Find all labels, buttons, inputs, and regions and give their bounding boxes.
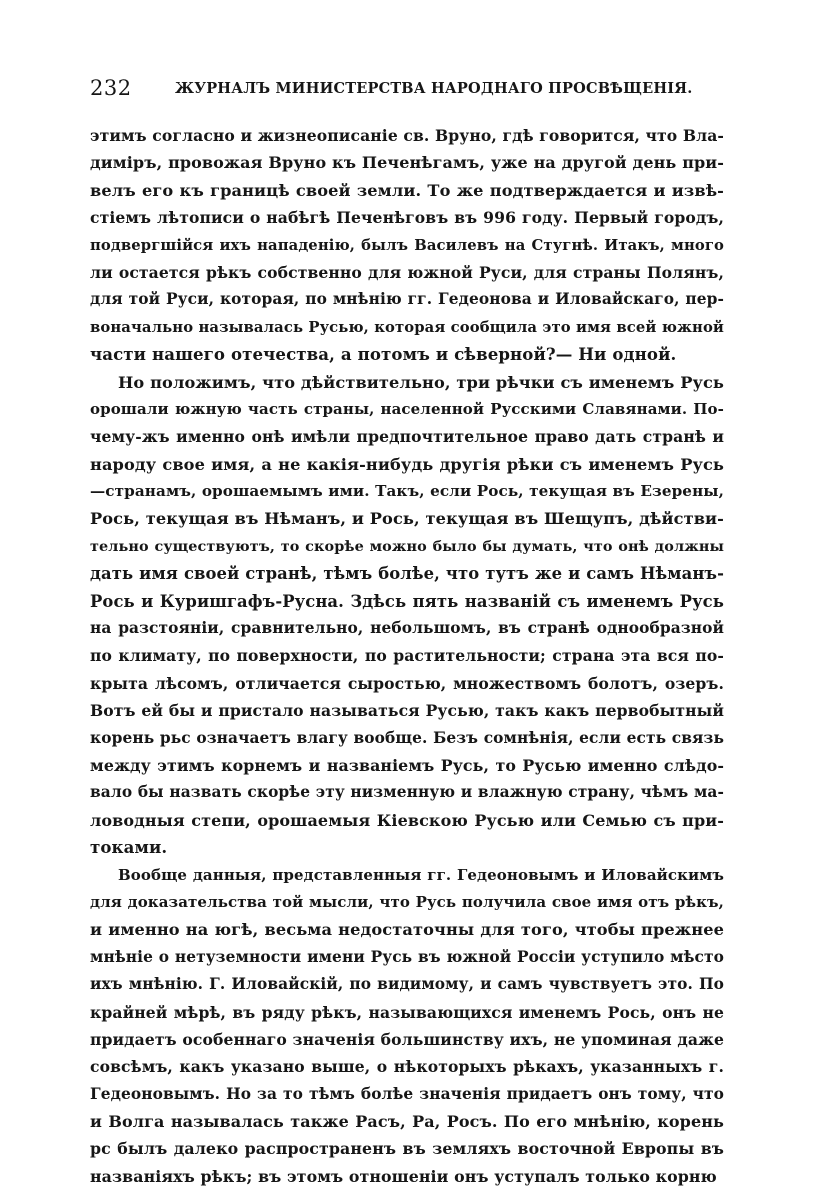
text-line: тельно существуютъ, то скорѣе можно было бы думать, что онѣ должны [90, 537, 724, 555]
text-line: подвергшійся ихъ нападенію, былъ Василевъ на Стугнѣ. Итакъ, много [90, 236, 724, 254]
text-line: Гедеоновымъ. Но за то тѣмъ болѣе значенія придаетъ онъ тому, что [90, 1084, 724, 1103]
text-line: орошали южную часть страны, населенной Русскими Славянами. По- [90, 399, 724, 418]
text-line: рс былъ далеко распространенъ въ земляхъ восточной Европы въ [90, 1139, 724, 1159]
text-line: мнѣніе о нетуземности имени Русь въ южной Россіи уступило мѣсто [90, 947, 724, 966]
text-line: народу свое имя, а не какія-нибудь другія рѣки съ именемъ Русь [90, 454, 724, 474]
text-line: Но положимъ, что дѣйствительно, три рѣчки съ именемъ Русь [118, 372, 724, 392]
text-line: Вотъ ей бы и пристало называться Русью, такъ какъ первобытный [90, 701, 724, 721]
text-line: по климату, по поверхности, по растительности; страна эта вся по- [90, 646, 724, 666]
text-line: стіемъ лѣтописи о набѣгѣ Печенѣговъ въ 996 году. Первый городъ, [90, 208, 724, 228]
text-line: совсѣмъ, какъ указано выше, о нѣкоторыхъ рѣкахъ, указанныхъ г. [90, 1057, 724, 1077]
body-text [90, 122, 724, 1190]
text-line: вало бы назвать скорѣе эту низменную и влажную страну, чѣмъ ма- [90, 783, 724, 802]
text-line: между этимъ корнемъ и названіемъ Русь, то Русью именно слѣдо- [90, 755, 724, 775]
text-line: части нашего отечества, а потомъ и сѣверной?— Ни одной. [90, 344, 677, 365]
text-line: и именно на югѣ, весьма недостаточны для того, чтобы прежнее [90, 920, 724, 940]
text-line: названіяхъ рѣкъ; въ этомъ отношеніи онъ уступалъ только корню [90, 1166, 717, 1186]
text-line: этимъ согласно и жизнеописаніе св. Вруно, гдѣ говорится, что Вла- [90, 126, 724, 145]
text-line: чему-жъ именно онѣ имѣли предпочтительное право дать странѣ и [90, 427, 724, 447]
text-line: на разстояніи, сравнительно, небольшомъ, въ странѣ однообразной [90, 619, 724, 638]
text-line: воначально называлась Русью, которая сообщила это имя всей южной [90, 318, 724, 336]
text-line: для доказательства той мысли, что Русь получила свое имя отъ рѣкъ, [90, 892, 724, 911]
text-line: придаетъ особеннаго значенія большинству ихъ, не упоминая даже [90, 1029, 724, 1049]
text-line: токами. [90, 837, 168, 858]
text-line: ловодныя степи, орошаемыя Кіевскою Русью или Семью съ при- [90, 810, 724, 830]
text-line: Рось, текущая въ Нѣманъ, и Рось, текущая въ Шещупъ, дѣйстви- [90, 509, 724, 529]
paragraph [90, 862, 724, 1191]
text-line: Рось и Куришгафъ-Русна. Здѣсь пять названій съ именемъ Русь [90, 591, 724, 611]
text-line: дать имя своей странѣ, тѣмъ болѣе, что тутъ же и самъ Нѣманъ- [90, 564, 724, 584]
text-line: ихъ мнѣнію. Г. Иловайскій, по видимому, и самъ чувствуетъ это. По [90, 975, 724, 994]
text-line: для той Руси, которая, по мнѣнію гг. Гедеонова и Иловайскаго, пер- [90, 290, 724, 309]
paragraph [90, 369, 724, 862]
text-line: корень рьс означаетъ влагу вообще. Безъ сомнѣнія, если есть связь [90, 728, 724, 747]
paragraph [90, 122, 724, 369]
text-line: крыта лѣсомъ, отличается сыростью, множествомъ болотъ, озеръ. [90, 673, 724, 693]
text-line: ли остается рѣкъ собственно для южной Руси, для страны Полянъ, [90, 262, 724, 282]
text-line: и Волга называлась также Расъ, Ра, Росъ. По его мнѣнію, корень [90, 1112, 724, 1132]
page-number: 232 [90, 76, 132, 100]
page-header [90, 76, 722, 106]
text-line: —странамъ, орошаемымъ ими. Такъ, если Рось, текущая въ Езерены, [90, 482, 724, 501]
text-line: Вообще данныя, представленныя гг. Гедеоновымъ и Иловайскимъ [118, 865, 724, 884]
text-line: велъ его къ границѣ своей земли. То же подтверждается и извѣ- [90, 180, 724, 200]
text-line: диміръ, провожая Вруно къ Печенѣгамъ, уже на другой день при- [90, 153, 724, 173]
text-line: крайней мѣрѣ, въ ряду рѣкъ, называющихся именемъ Рось, онъ не [90, 1002, 724, 1022]
running-title: ЖУРНАЛЪ МИНИСТЕРСТВА НАРОДНАГО ПРОСВѢЩЕНІЯ. [175, 80, 693, 97]
